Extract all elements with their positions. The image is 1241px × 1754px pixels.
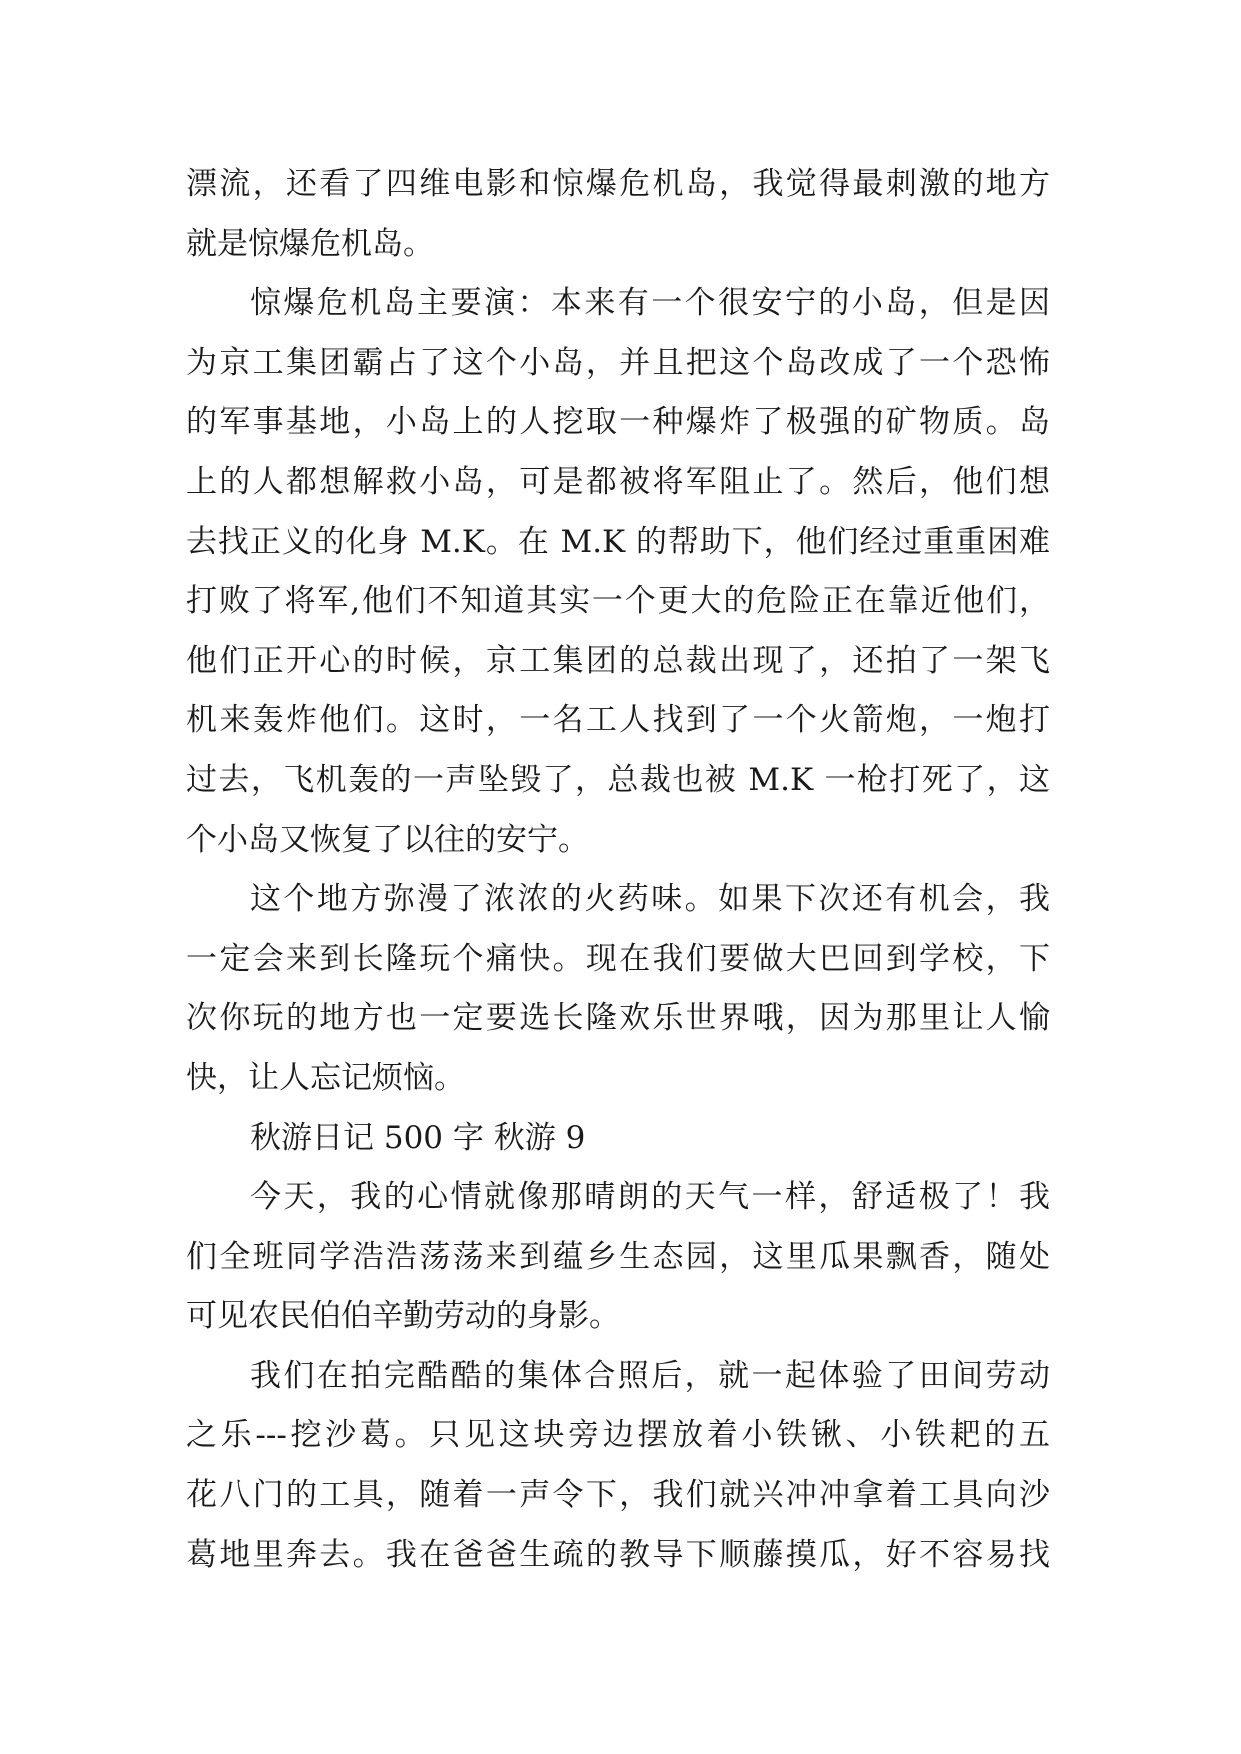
text-line: 之乐---挖沙葛。只见这块旁边摆放着小铁锹、小铁耙的五 xyxy=(186,1417,1050,1454)
text-line: 过去，飞机轰的一声坠毁了，总裁也被 M.K 一枪打死了，这 xyxy=(186,761,1050,798)
text-line: 一定会来到长隆玩个痛快。现在我们要做大巴回到学校，下 xyxy=(186,940,1050,977)
text-line: 去找正义的化身 M.K。在 M.K 的帮助下，他们经过重重困难 xyxy=(186,523,1050,560)
text-line: 机来轰炸他们。这时，一名工人找到了一个火箭炮，一炮打 xyxy=(186,702,1050,739)
text-line: 葛地里奔去。我在爸爸生疏的教导下顺藤摸瓜，好不容易找 xyxy=(186,1536,1050,1573)
text-line: 他们正开心的时候，京工集团的总裁出现了，还拍了一架飞 xyxy=(186,642,1050,679)
text-line: 次你玩的地方也一定要选长隆欢乐世界哦，因为那里让人愉 xyxy=(186,1000,1050,1037)
text-line: 我们在拍完酷酷的集体合照后，就一起体验了田间劳动 xyxy=(250,1357,1050,1394)
document-body xyxy=(186,155,1050,1585)
text-line: 快，让人忘记烦恼。 xyxy=(186,1059,465,1096)
text-line: 可见农民伯伯辛勤劳动的身影。 xyxy=(186,1298,620,1335)
text-line: 上的人都想解救小岛，可是都被将军阻止了。然后，他们想 xyxy=(186,463,1050,500)
text-line: 们全班同学浩浩荡荡来到蕴乡生态园，这里瓜果飘香，随处 xyxy=(186,1238,1050,1275)
text-line: 花八门的工具，随着一声令下，我们就兴冲冲拿着工具向沙 xyxy=(186,1477,1050,1514)
text-line: 秋游日记 500 字 秋游 9 xyxy=(250,1119,586,1156)
text-line: 为京工集团霸占了这个小岛，并且把这个岛改成了一个恐怖 xyxy=(186,344,1050,381)
text-line: 的军事基地，小岛上的人挖取一种爆炸了极强的矿物质。岛 xyxy=(186,404,1050,441)
text-line: 惊爆危机岛主要演：本来有一个很安宁的小岛，但是因 xyxy=(250,285,1050,322)
text-line: 这个地方弥漫了浓浓的火药味。如果下次还有机会，我 xyxy=(250,881,1050,918)
text-line: 今天，我的心情就像那晴朗的天气一样，舒适极了！我 xyxy=(250,1179,1050,1216)
text-line: 个小岛又恢复了以往的安宁。 xyxy=(186,821,589,858)
text-line: 就是惊爆危机岛。 xyxy=(186,225,434,262)
text-line: 打败了将军,他们不知道其实一个更大的危险正在靠近他们， xyxy=(186,583,1050,620)
text-line: 漂流，还看了四维电影和惊爆危机岛，我觉得最刺激的地方 xyxy=(186,166,1050,202)
